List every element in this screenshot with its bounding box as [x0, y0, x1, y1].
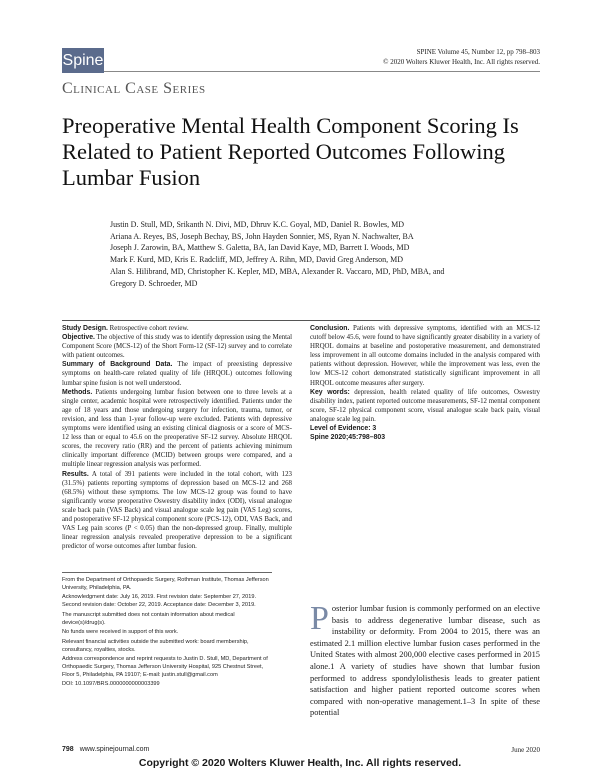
author-list	[110, 219, 540, 289]
journal-logo: Spine	[62, 48, 104, 73]
drop-cap: P	[310, 600, 329, 637]
copyright-notice: Copyright © 2020 Wolters Kluwer Health, Inc. All rights reserved.	[138, 757, 462, 769]
author-line: Alan S. Hilibrand, MD, Christopher K. Kepler, MD, MBA, Alexander R. Vaccaro, MD, PhD, MBA, and	[110, 266, 445, 276]
affiliation-note: Address correspondence and reprint requests to Justin D. Stull, MD, Department of Orthopaedic Surgery, Thomas Jefferson University Hospital, 925 Chestnut Street, Floor 5, Philadelphia, PA 19107; E-mail: justin.stull@gmail.com	[62, 656, 268, 678]
header-rule	[104, 71, 540, 72]
abstract-column-right	[310, 324, 540, 442]
affiliation-note: From the Department of Orthopaedic Surgery, Rothman Institute, Thomas Jefferson University, Philadelphia, PA.	[62, 577, 269, 591]
article-title: Preoperative Mental Health Component Scoring Is Related to Patient Reported Outcomes Following Lumbar Fusion	[62, 113, 519, 190]
author-line: Gregory D. Schroeder, MD	[110, 278, 198, 288]
body-text	[310, 600, 540, 719]
doi: DOI: 10.1097/BRS.0000000000003399	[62, 681, 160, 688]
abstract	[62, 320, 540, 570]
issue-date: June 2020	[511, 746, 540, 754]
journal-volume: SPINE Volume 45, Number 12, pp 798–803	[416, 48, 540, 56]
citation: Spine 2020;45:798–803	[310, 434, 386, 442]
affiliation-note: The manuscript submitted does not contain information about medical device(s)/drug(s).	[62, 611, 235, 626]
keywords: Key words: depression, health related quality of life outcomes, Oswestry disability index, patient reported outcome measurements, SF-12 mental component score, SF-12 physical component score, visual analogue scale back pain, visual analogue scale leg pain.	[310, 388, 540, 423]
footer-left	[62, 746, 149, 753]
results: Results. A total of 391 patients were included in the total cohort, with 123 (31.5%) patients reporting symptoms of depression based on MCS-12 and 268 (68.5%) without these symptoms. The low MCS-12 group was found to have significantly worse preoperative Oswestry disability index (ODI), visual analogue scale back pain (VAS Back) and visual analogue scale leg pain (VAS Leg) scores, and postoperative SF-12 physical component score (PCS-12), ODI, VAS Back, and VAS Leg pain scores (P < 0.05) than the non-depressed group. Finally, multiple linear regression analysis revealed preoperative depression to be a significant predictor of worse outcomes after lumbar fusion.	[62, 470, 292, 551]
page-number: 798	[62, 746, 74, 753]
affiliation-note: Acknowledgment date: July 16, 2019. First revision date: September 27, 2019. Second revision date: October 22, 2019. Acceptance date: December 3, 2019.	[62, 594, 257, 609]
author-line: Justin D. Stull, MD, Srikanth N. Divi, MD, Dhruv K.C. Goyal, MD, Daniel R. Bowles, MD	[110, 220, 405, 229]
affiliation-note: Relevant financial activities outside the submitted work: board membership, consultancy, royalties, stocks.	[62, 638, 249, 653]
journal-info	[383, 47, 540, 67]
author-line: Mark F. Kurd, MD, Kris E. Radcliff, MD, Jeffrey A. Rihn, MD, David Greg Anderson, MD	[110, 255, 404, 265]
affiliations	[62, 577, 272, 691]
affiliation-note: No funds were received in support of this work.	[62, 629, 179, 636]
methods: Methods. Patients undergoing lumbar fusion between one to three levels at a single center, academic hospital were retrospectively identified. Patients under the age of 18 years and those undergoing surgery for infection, trauma, tumor, or revision, and less than 1-year follow-up were excluded. Patients with depressive symptoms were identified using an existing clinical diagnosis or a score of MCS-12 less than or equal to 45.6 on the preoperative SF-12 survey. Absolute HRQOL scores, the recovery ratio (RR) and the percent of patients achieving minimum clinically important difference (MCID) between groups were compared, and a multiple linear regression analysis was performed.	[62, 388, 292, 469]
level-of-evidence: Level of Evidence: 3	[310, 425, 377, 433]
conclusion: Conclusion. Patients with depressive symptoms, identified with an MCS-12 cutoff below 45.6, were found to have significantly greater disability in a variety of HRQOL domains at baseline and postoperative measurement, and demonstrated less improvement in all outcome domains included in the analysis compared with patients without depression. However, while the improvement was less, even the low MCS-12 cohort demonstrated statistically significant improvement in all HRQOL outcome measures after surgery.	[310, 325, 540, 387]
journal-copyright: © 2020 Wolters Kluwer Health, Inc. All rights reserved.	[383, 58, 540, 66]
abstract-column-left	[62, 324, 292, 551]
journal-url[interactable]: www.spinejournal.com	[79, 746, 150, 753]
author-line: Ariana A. Reyes, BS, Joseph Bechay, BS, John Hayden Sonnier, MS, Ryan N. Nachwalter, BA	[110, 231, 414, 241]
background: Summary of Background Data. The impact of preexisting depressive symptoms on health-care related quality of life (HRQOL) outcomes following lumbar spine fusion is not well understood.	[62, 361, 292, 387]
body-paragraph: osterior lumbar fusion is commonly performed on an elective basis to address degenerative lumbar disease, such as instability or deformity. From 2004 to 2015, there was an estimated 2.1 million elective lumbar fusion cases performed in the United States with almost 200,000 elective cases performed in 2015 alone.1 A variety of studies have shown that lumbar fusion performed to address spondylolisthesis leads to greater patient satisfaction and higher patient reported outcome scores when compared with non-operative management.1–3 In spite of these potential	[310, 604, 540, 718]
affiliation-rule	[62, 572, 272, 573]
study-design: Study Design. Retrospective cohort review.	[62, 325, 189, 332]
article-series: Clinical Case Series	[62, 80, 206, 97]
author-line: Joseph J. Zarowin, BA, Matthew S. Galetta, BA, Ian David Kaye, MD, Barrett I. Woods, MD	[110, 243, 410, 253]
objective: Objective. The objective of this study was to identify depression using the Mental Component Score (MCS-12) of the Short Form-12 (SF-12) survey and to correlate with patient outcomes.	[62, 334, 292, 360]
